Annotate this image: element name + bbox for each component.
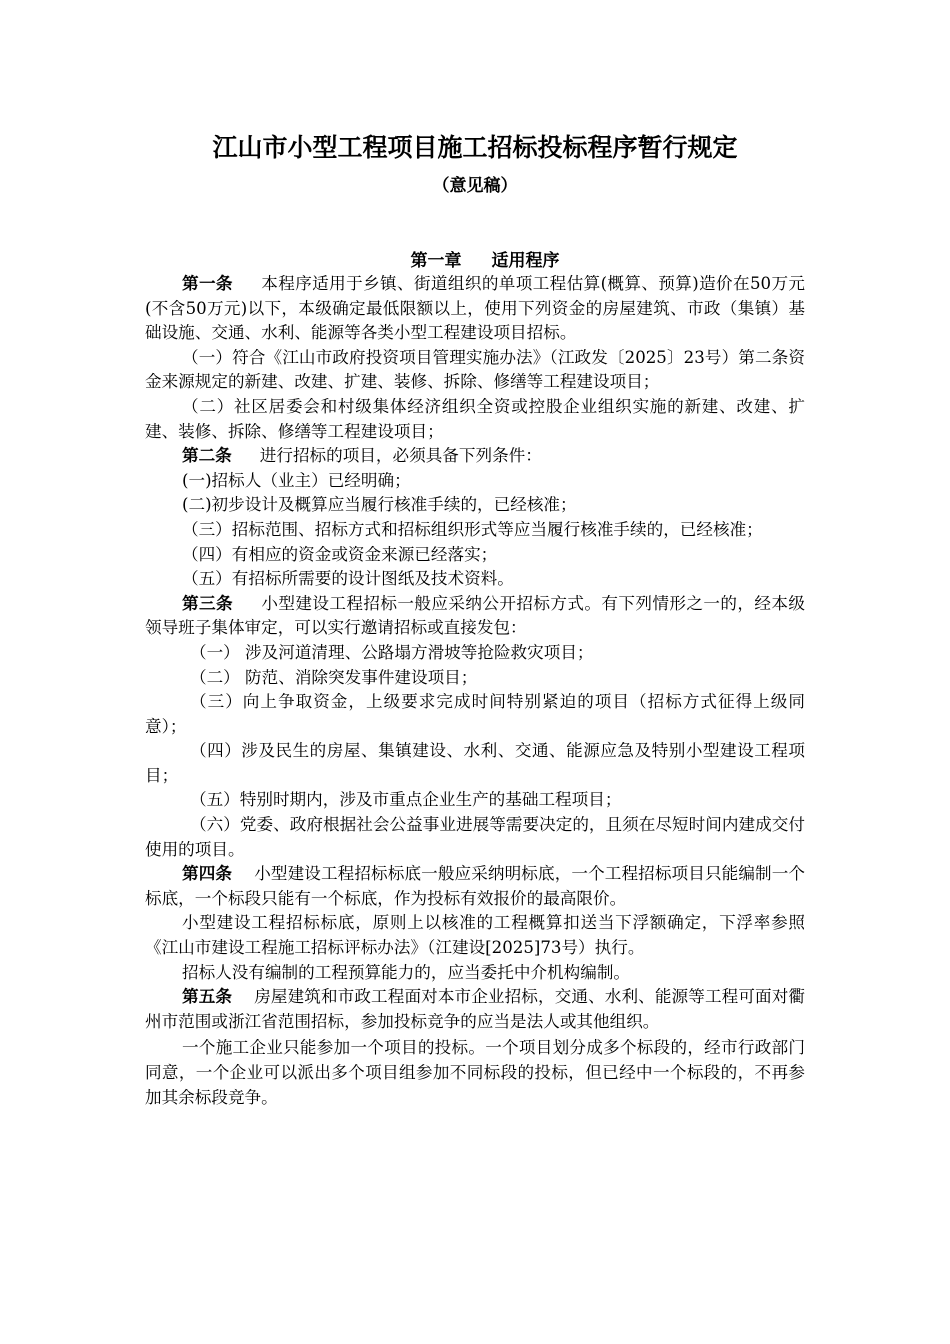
- article-4-text: 小型建设工程招标标底一般应采纳明标底，一个工程招标项目只能编制一个标底，一个标段只能有一个标底，作为投标有效报价的最高限价。: [145, 864, 806, 908]
- article-4: [145, 862, 805, 911]
- document-title: 江山市小型工程项目施工招标投标程序暂行规定: [212, 133, 738, 162]
- article-2-text: 进行招标的项目，必须具备下列条件：: [259, 446, 542, 466]
- article-5-label: 第五条: [182, 987, 233, 1007]
- article-5-para-1: 一个施工企业只能参加一个项目的投标。一个项目划分成多个标段的，经市行政部门同意，一个企业可以派出多个项目组参加不同标段的投标，但已经中一个标段的，不再参加其余标段竞争。: [145, 1038, 805, 1107]
- article-1-item-2: （二）社区居委会和村级集体经济组织全资或控股企业组织实施的新建、改建、扩建、装修、拆除、修缮等工程建设项目；: [145, 396, 805, 441]
- article-3: [145, 592, 805, 641]
- article-3-item-3: （三）向上争取资金，上级要求完成时间特别紧迫的项目（招标方式征得上级同意）；: [145, 692, 805, 736]
- article-1-label: 第一条: [182, 274, 233, 293]
- article-5: [145, 985, 805, 1034]
- article-2-item-5: （五）有招标所需要的设计图纸及技术资料。: [182, 569, 514, 589]
- article-3-label: 第三条: [182, 593, 233, 613]
- article-2: [145, 444, 805, 469]
- article-2-item-2: (二)初步设计及概算应当履行核准手续的，已经核准；: [182, 495, 577, 515]
- article-3-item-6: （六）党委、政府根据社会公益事业进展等需要决定的，且须在尽短时间内建成交付使用的项目。: [145, 815, 805, 859]
- chapter-name: 适用程序: [491, 251, 560, 271]
- article-1-text: 本程序适用于乡镇、街道组织的单项工程估算(概算、预算)造价在50万元(不含50万元)以下，本级确定最低限额以上，使用下列资金的房屋建筑、市政（集镇）基础设施、交通、水利、能源等各类小型工程建设项目招标。: [145, 274, 806, 343]
- article-2-item-1: (一)招标人（业主）已经明确；: [182, 470, 411, 490]
- document-subtitle: （意见稿）: [432, 176, 518, 196]
- document-body: [145, 272, 805, 1110]
- article-4-para-2: 招标人没有编制的工程预算能力的，应当委托中介机构编制。: [182, 962, 631, 982]
- article-3-item-2: （二） 防范、消除突发事件建设项目；: [190, 667, 478, 687]
- article-4-label: 第四条: [182, 864, 233, 884]
- article-5-text: 房屋建筑和市政工程面对本市企业招标，交通、水利、能源等工程可面对衢州市范围或浙江省范围招标，参加投标竞争的应当是法人或其他组织。: [145, 987, 806, 1031]
- article-3-item-4: （四）涉及民生的房屋、集镇建设、水利、交通、能源应急及特别小型建设工程项目；: [145, 741, 805, 785]
- article-1-item-1: （一）符合《江山市政府投资项目管理实施办法》（江政发〔2025〕23号）第二条资金来源规定的新建、改建、扩建、装修、拆除、修缮等工程建设项目；: [145, 347, 805, 392]
- article-3-item-1: （一） 涉及河道清理、公路塌方滑坡等抢险救灾项目；: [190, 642, 594, 662]
- article-1: [145, 272, 805, 346]
- article-3-text: 小型建设工程招标一般应采纳公开招标方式。有下列情形之一的，经本级领导班子集体审定，可以实行邀请招标或直接发包：: [145, 593, 805, 638]
- chapter-number: 第一章: [410, 251, 462, 271]
- chapter-heading: [0, 248, 950, 274]
- article-2-item-3: （三）招标范围、招标方式和招标组织形式等应当履行核准手续的，已经核准；: [182, 519, 763, 539]
- article-2-label: 第二条: [182, 446, 232, 466]
- article-4-para-1: 小型建设工程招标标底，原则上以核准的工程概算扣送当下浮额确定，下浮率参照《江山市建设工程施工招标评标办法》（江建设[2025]73号）执行。: [145, 913, 805, 958]
- article-3-item-5: （五）特别时期内，涉及市重点企业生产的基础工程项目；: [190, 790, 622, 810]
- article-2-item-4: （四）有相应的资金或资金来源已经落实；: [182, 544, 498, 564]
